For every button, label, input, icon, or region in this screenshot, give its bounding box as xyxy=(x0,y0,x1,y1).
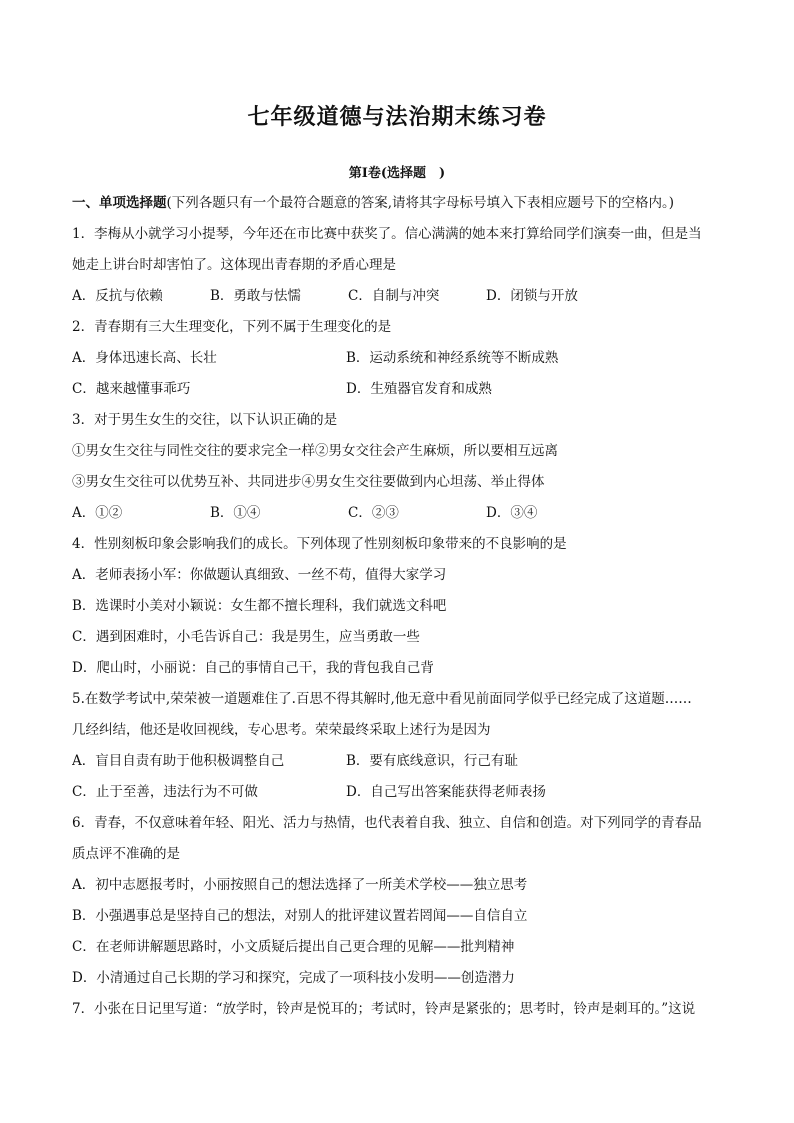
question-5-stem: 5.在数学考试中,荣荣被一道题难住了.百思不得其解时,他无意中看见前面同学似乎已经完成了这道题…… xyxy=(72,691,692,707)
question-3-statements-1: ①男女生交往与同性交往的要求完全一样②男女交往会产生麻烦，所以要相互远离 xyxy=(72,443,558,459)
option-d: D．自己写出答案能获得老师表扬 xyxy=(346,784,546,800)
question-7-stem: 7．小张在日记里写道：“放学时，铃声是悦耳的；考试时，铃声是紧张的；思考时，铃声是刺耳的。”这说 xyxy=(72,1001,696,1017)
question-2-stem: 2．青春期有三大生理变化，下列不属于生理变化的是 xyxy=(72,319,392,335)
option-c: C．遇到困难时，小毛告诉自己：我是男生，应当勇敢一些 xyxy=(72,629,420,645)
option-d: D．小清通过自己长期的学习和探究，完成了一项科技小发明——创造潜力 xyxy=(72,970,515,986)
option-a: A．反抗与依赖 xyxy=(72,288,163,304)
option-b: B．运动系统和神经系统等不断成熟 xyxy=(346,350,559,366)
question-6-stem: 6．青春，不仅意味着年轻、阳光、活力与热情，也代表着自我、独立、自信和创造。对下列同学的青春品 xyxy=(72,815,702,831)
question-2-options-row2 xyxy=(72,374,732,405)
option-b: B．勇敢与怯懦 xyxy=(210,288,301,304)
option-a: A．初中志愿报考时，小丽按照自己的想法选择了一所美术学校——独立思考 xyxy=(72,877,528,893)
question-2-options-row1 xyxy=(72,343,732,374)
question-3-statements-2: ③男女生交往可以优势互补、共同进步④男女生交往要做到内心坦荡、举止得体 xyxy=(72,474,545,490)
option-b: B．要有底线意识，行己有耻 xyxy=(346,753,518,769)
question-3-options xyxy=(72,498,732,529)
option-a: A．①② xyxy=(72,505,123,521)
option-a: A．盲目自责有助于他积极调整自己 xyxy=(72,753,285,769)
question-6-stem-cont: 质点评不准确的是 xyxy=(72,846,180,862)
option-b: B．①④ xyxy=(210,505,261,521)
option-c: C．止于至善，违法行为不可做 xyxy=(72,784,258,800)
section-instruction-text: (下列各题只有一个最符合题意的答案,请将其字母标号填入下表相应题号下的空格内。) xyxy=(166,195,675,211)
question-1-options xyxy=(72,281,732,312)
section-instruction xyxy=(72,188,732,219)
option-d: D．闭锁与开放 xyxy=(486,288,578,304)
option-c: C．在老师讲解题思路时，小文质疑后提出自己更合理的见解——批判精神 xyxy=(72,939,515,955)
question-1-stem: 1．李梅从小就学习小提琴，今年还在市比赛中获奖了。信心满满的她本来打算给同学们演奏一曲，但是当 xyxy=(72,226,702,242)
option-c: C．自制与冲突 xyxy=(348,288,440,304)
option-c: C．②③ xyxy=(348,505,399,521)
question-3-stem: 3．对于男生女生的交往，以下认识正确的是 xyxy=(72,412,338,428)
page-title: 七年级道德与法治期末练习卷 xyxy=(247,104,547,130)
section-heading: 第Ⅰ卷(选择题 ) xyxy=(348,166,446,181)
option-d: D．生殖器官发育和成熟 xyxy=(346,381,492,397)
question-5-stem-cont: 几经纠结，他还是收回视线，专心思考。荣荣最终采取上述行为是因为 xyxy=(72,722,491,738)
question-1-stem-cont: 她走上讲台时却害怕了。这体现出青春期的矛盾心理是 xyxy=(72,257,396,273)
option-b: B．小强遇事总是坚持自己的想法，对别人的批评建议置若罔闻——自信自立 xyxy=(72,908,528,924)
option-b: B．选课时小美对小颖说：女生都不擅长理科，我们就选文科吧 xyxy=(72,598,447,614)
question-4-stem: 4．性别刻板印象会影响我们的成长。下列体现了性别刻板印象带来的不良影响的是 xyxy=(72,536,567,552)
question-5-options-row1 xyxy=(72,746,732,777)
option-a: A．身体迅速长高、长壮 xyxy=(72,350,217,366)
option-a: A．老师表扬小军：你做题认真细致、一丝不苟，值得大家学习 xyxy=(72,567,447,583)
question-list xyxy=(72,188,732,1025)
option-c: C．越来越懂事乖巧 xyxy=(72,381,191,397)
option-d: D．③④ xyxy=(486,505,538,521)
question-5-options-row2 xyxy=(72,777,732,808)
section-label: 一、单项选择题 xyxy=(72,195,167,211)
option-d: D．爬山时，小丽说：自己的事情自己干，我的背包我自己背 xyxy=(72,660,434,676)
